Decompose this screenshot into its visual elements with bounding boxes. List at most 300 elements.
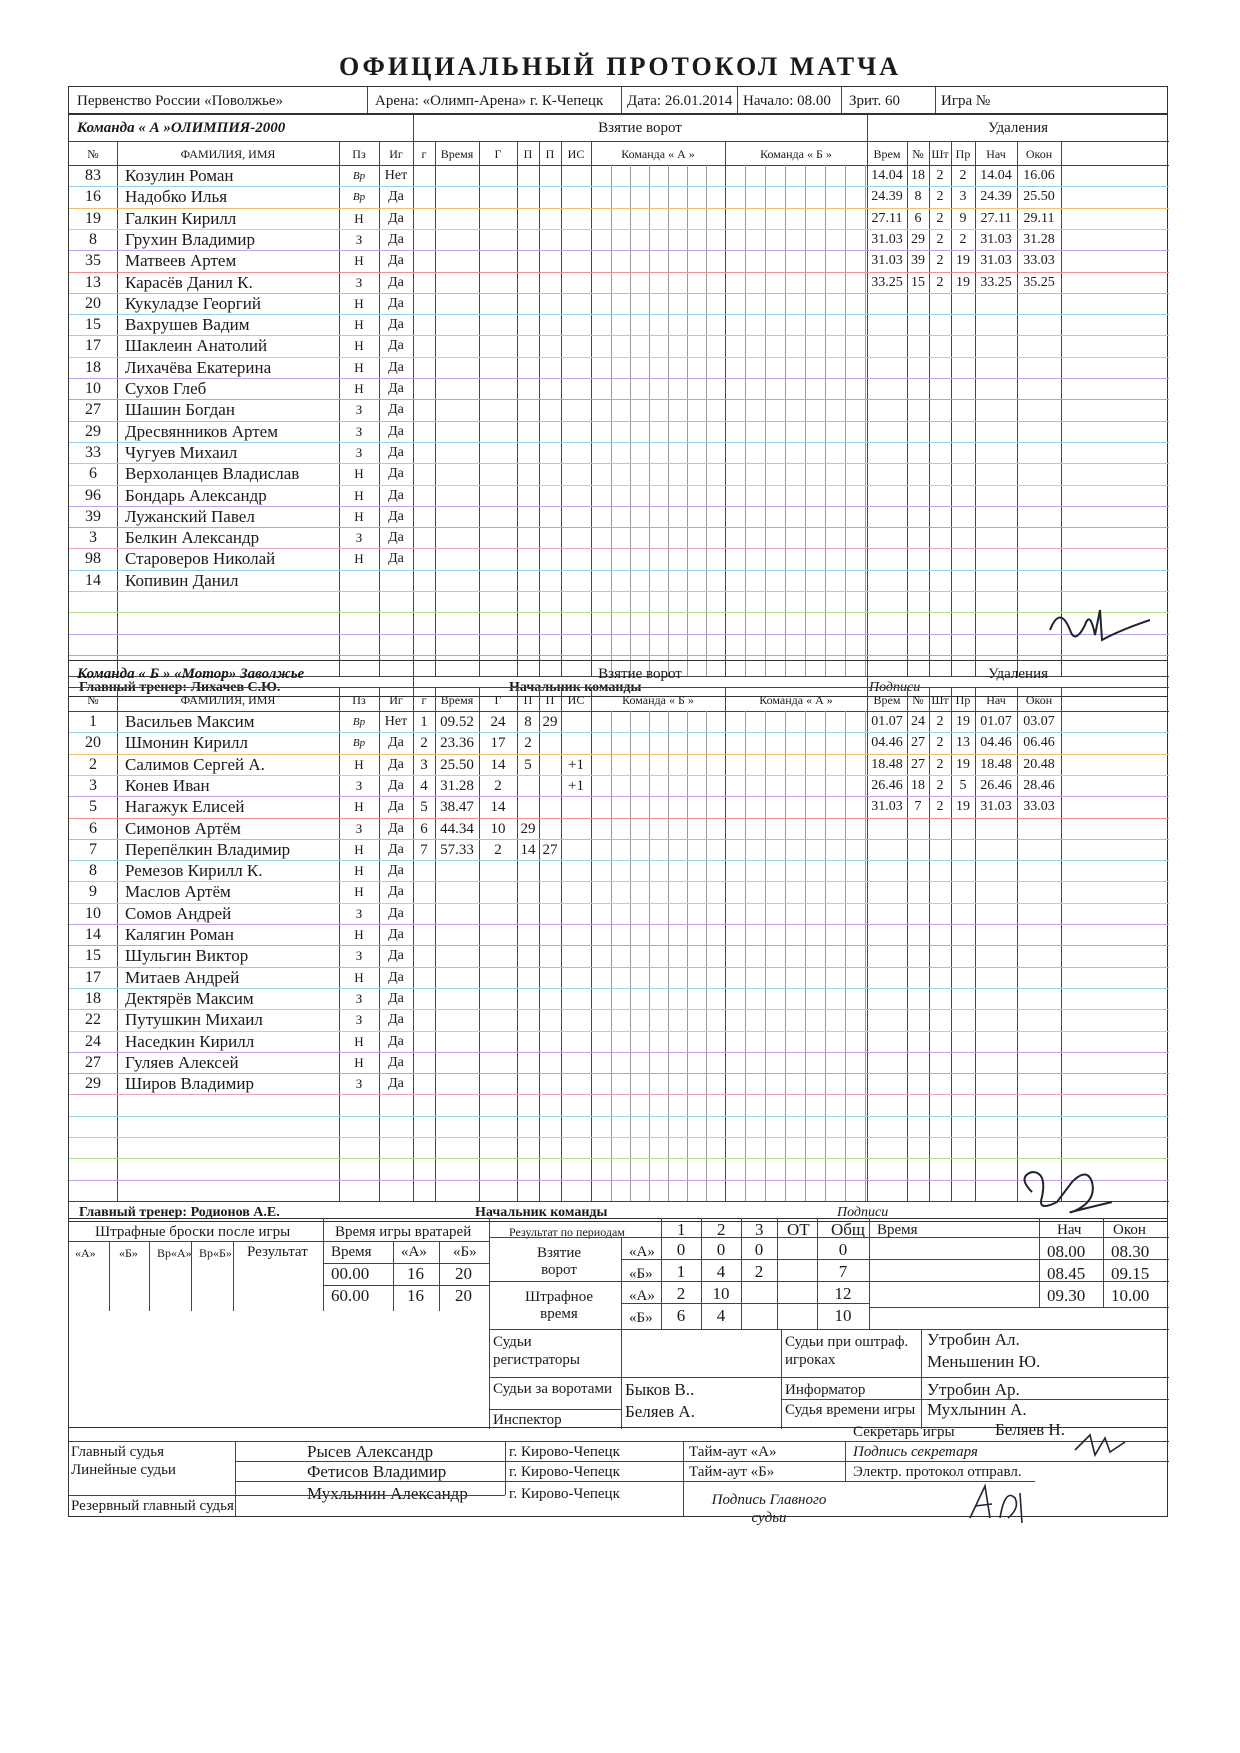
- team_b-penalties-title: Удаления: [987, 666, 1049, 682]
- team_a-player-name: Грухин Владимир: [125, 229, 255, 249]
- team_b-col-goal: Г: [494, 693, 502, 707]
- team_a-pen-pe: 33.03: [1023, 253, 1055, 269]
- header-row: [68, 86, 1168, 114]
- team_a-pen-ps: 14.04: [980, 168, 1012, 183]
- team_b-pen-pt: 04.46: [871, 735, 903, 751]
- team_b-col-cmdB: Команда « А »: [759, 693, 833, 707]
- team_b-player-name: Конев Иван: [125, 775, 210, 795]
- period-col-1: 1: [677, 1220, 686, 1239]
- team_b-goal-goal: 14: [490, 799, 506, 816]
- team_a-player-played: Да: [388, 508, 404, 524]
- team_b-col-ps: Нач: [986, 693, 1006, 707]
- team_a-player-name: Чугуев Михаил: [125, 442, 238, 462]
- team_b-col-pm: Шт: [931, 693, 949, 707]
- main-judge-label: Главный судья: [71, 1444, 165, 1460]
- pen-judges-label: Судьи при оштраф. игроках: [785, 1334, 909, 1368]
- team_a-player-name: Надобко Илья: [125, 187, 228, 207]
- team_a-player-pos: Н: [354, 359, 364, 375]
- time3-start: 09.30: [1047, 1286, 1086, 1305]
- team_b-pen-ps: 04.46: [980, 735, 1012, 751]
- team_a-col-pn: №: [912, 147, 924, 161]
- line-judge-1: Фетисов Владимир: [307, 1462, 447, 1481]
- period-col-3: 3: [755, 1220, 764, 1239]
- team_b-player-played: Да: [388, 735, 404, 751]
- gk-row1-time: 00.00: [331, 1264, 370, 1283]
- team_b-goal-goal: 2: [494, 841, 502, 858]
- team_b-col-g: г: [421, 693, 427, 707]
- team_b-player-pos: З: [355, 1076, 363, 1092]
- gk-row1-b: 20: [455, 1264, 472, 1283]
- gk-col-time: Время: [331, 1244, 372, 1260]
- team_a-pen-pr: 19: [956, 274, 970, 290]
- line-judge-2: Мухлынин Александр: [307, 1484, 468, 1503]
- team_b-player-played: Да: [388, 777, 404, 793]
- team_b-col-p1: П: [523, 693, 533, 707]
- shootout-title: Штрафные броски после игры: [95, 1224, 291, 1240]
- team_b-title: Команда « Б » «Мотор» Заволжье: [77, 666, 305, 682]
- period-row4-team: «Б»: [629, 1310, 653, 1326]
- team_a-player-name: Верхоланцев Владислав: [125, 464, 300, 484]
- team_b-goal-p2: 29: [542, 714, 558, 730]
- team_b-pen-ps: 01.07: [980, 714, 1012, 729]
- shootout-col-b: «Б»: [119, 1246, 138, 1260]
- team_b-pen-pt: 26.46: [871, 777, 903, 793]
- team_b-player-played: Да: [388, 1054, 404, 1070]
- team_b-player-name: Калягин Роман: [125, 925, 235, 944]
- team_a-player-pos: Н: [354, 508, 364, 524]
- page-title: ОФИЦИАЛЬНЫЙ ПРОТОКОЛ МАТЧА: [339, 52, 901, 81]
- team_a-player-pos: Н: [354, 210, 364, 226]
- period-cell: 2: [754, 1262, 764, 1281]
- team_a-player-pos: З: [355, 231, 363, 247]
- team_b-player-num: 24: [85, 1032, 101, 1050]
- team_b-goal-goal: 10: [490, 820, 506, 837]
- team_a-player-pos: З: [355, 402, 363, 418]
- team_a-player-played: Да: [388, 317, 404, 333]
- team_b-player-num: 10: [85, 904, 101, 922]
- team_a-col-name: ФАМИЛИЯ, ИМЯ: [180, 147, 276, 161]
- team_b-player-played: Да: [388, 884, 404, 900]
- team_b-goal-goal: 24: [490, 714, 506, 730]
- team_b-goal-goal: 14: [490, 756, 506, 773]
- period-cell: 0: [838, 1240, 848, 1259]
- team_b-goal-p2: 27: [542, 841, 558, 858]
- team_a-col-p2: П: [545, 147, 555, 161]
- team_a-pen-pm: 2: [936, 168, 944, 183]
- gk-col-b: «Б»: [453, 1244, 477, 1260]
- team_a-pen-pn: 8: [914, 189, 922, 205]
- team_b-player-num: 7: [89, 840, 97, 858]
- team_b-goal-g: 2: [420, 735, 428, 752]
- period-cell: 0: [754, 1240, 764, 1259]
- line-judge-1-city: г. Кирово-Чепецк: [509, 1464, 620, 1480]
- secretary-signature-label: Подпись секретаря: [853, 1444, 978, 1460]
- team_b-col-p2: П: [545, 693, 555, 707]
- team_b-player-num: 15: [85, 947, 101, 965]
- team_a-col-pos: Пз: [352, 147, 366, 161]
- team_b-pen-pt: 01.07: [871, 714, 903, 729]
- team_a-player-pos: Вр: [352, 170, 366, 182]
- team_a-player-num: 20: [85, 294, 101, 312]
- team_a-player-played: Да: [388, 444, 404, 460]
- team_b-pen-pn: 27: [911, 735, 925, 751]
- team_a-col-num: №: [87, 147, 99, 161]
- period-row3-team: «А»: [629, 1288, 655, 1304]
- team_b-pen-pt: 31.03: [871, 799, 903, 815]
- team_a-player-name: Козулин Роман: [125, 166, 234, 185]
- main-judge-name: Рысев Александр: [307, 1442, 434, 1461]
- period-cell: 7: [838, 1262, 848, 1281]
- team_a-player-played: Да: [388, 189, 404, 205]
- team_a-player-name: Галкин Кирилл: [125, 208, 237, 228]
- team_b-goal-is: +1: [568, 756, 584, 773]
- secretary-name: Беляев Н.: [995, 1420, 1065, 1439]
- team_a-player-num: 14: [85, 571, 101, 589]
- team_b-col-name: ФАМИЛИЯ, ИМЯ: [180, 693, 276, 707]
- team_a-penalties-title: Удаления: [987, 120, 1049, 136]
- team_b-player-num: 8: [89, 862, 97, 880]
- team_b-player-pos: З: [355, 948, 363, 964]
- gk-row2-time: 60.00: [331, 1286, 370, 1305]
- team_a-manager: Начальник команды: [509, 680, 642, 696]
- period-goals-label: Взятие ворот: [536, 1245, 582, 1278]
- team_b-player-pos: Н: [354, 863, 364, 879]
- team_b-player-num: 22: [85, 1011, 101, 1029]
- time1-start: 08.00: [1047, 1242, 1086, 1261]
- team_b-player-num: 2: [89, 755, 97, 773]
- team_a-player-num: 39: [85, 507, 101, 525]
- team_b-player-played: Нет: [384, 714, 408, 729]
- team_b-player-name: Салимов Сергей А.: [125, 754, 265, 774]
- time1-end: 08.30: [1111, 1242, 1150, 1261]
- goal-judge-1: Быков В..: [625, 1380, 695, 1399]
- e-protocol-label: Электр. протокол отправл.: [853, 1464, 1022, 1480]
- team_a-player-name: Бондарь Александр: [125, 485, 267, 505]
- team_a-pen-pm: 2: [936, 231, 944, 247]
- match-date: Дата: 26.01.2014: [627, 93, 733, 109]
- signature-secretary: [1070, 1430, 1130, 1460]
- team_b-player-pos: З: [355, 777, 363, 793]
- team_b-pen-pm: 2: [936, 735, 944, 751]
- team_a-player-name: Шашин Богдан: [125, 400, 235, 420]
- team_b-player-num: 3: [89, 776, 97, 794]
- team_a-player-played: Да: [388, 466, 404, 482]
- team_b-player-played: Да: [388, 948, 404, 964]
- team_a-player-name: Лужанский Павел: [125, 506, 255, 526]
- team_a-pen-pn: 15: [911, 274, 925, 290]
- team_b-col-pe: Окон: [1025, 693, 1053, 707]
- team_a-pen-pr: 9: [959, 210, 967, 226]
- team_a-player-num: 35: [85, 252, 101, 270]
- team_a-player-played: Да: [388, 423, 404, 439]
- team_b-player-num: 29: [85, 1075, 101, 1093]
- team_b-player-played: Да: [388, 990, 404, 1006]
- team_b-player-name: Нагажук Елисей: [125, 797, 245, 817]
- team_a-player-played: Да: [388, 551, 404, 567]
- team_b-pen-pt: 18.48: [871, 756, 903, 772]
- team_a-col-time: Время: [440, 147, 474, 161]
- team_a-player-pos: Вр: [352, 191, 366, 204]
- team_b-col-pn: №: [912, 693, 924, 707]
- team_b-pen-pm: 2: [936, 756, 944, 772]
- team_b-goal-time: 25.50: [440, 756, 474, 773]
- team_a-player-name: Лихачёва Екатерина: [125, 357, 272, 377]
- team_a-player-played: Да: [388, 274, 404, 290]
- team_b-player-pos: З: [355, 1012, 363, 1028]
- team_a-player-name: Сухов Глеб: [125, 379, 207, 398]
- team_b-player-name: Шмонин Кирилл: [125, 733, 248, 753]
- secretary-label: Секретарь игры: [853, 1424, 955, 1440]
- team_a-player-played: Да: [388, 381, 404, 396]
- gk-row1-a: 16: [407, 1264, 424, 1283]
- team_a-pen-pm: 2: [936, 274, 944, 290]
- team_a-player-name: Матвеев Артем: [125, 251, 237, 271]
- team_b-goal-p1: 14: [520, 841, 536, 858]
- team_a-col-pe: Окон: [1025, 147, 1053, 161]
- team_a-pen-pt: 27.11: [871, 210, 903, 226]
- pen-judge-2: Меньшенин Ю.: [927, 1352, 1041, 1371]
- shootout-col-a: «А»: [75, 1246, 96, 1260]
- team_a-pen-pn: 18: [911, 168, 925, 183]
- team_a-table: [68, 114, 1168, 697]
- team_b-player-name: Сомов Андрей: [125, 903, 232, 923]
- team_a-col-pr: Пр: [955, 147, 971, 161]
- team_a-player-num: 13: [85, 273, 101, 291]
- team_a-player-pos: Н: [354, 295, 364, 311]
- team_b-pen-pe: 06.46: [1023, 735, 1055, 751]
- team_b-table: [68, 660, 1168, 1222]
- team_a-pen-ps: 31.03: [980, 231, 1012, 247]
- period-row1-team: «А»: [629, 1244, 655, 1260]
- team_b-goal-g: 1: [420, 714, 428, 730]
- team_a-player-pos: Н: [354, 466, 364, 482]
- team_b-player-pos: Вр: [352, 716, 366, 728]
- team_a-player-name: Белкин Александр: [125, 528, 260, 548]
- team_a-pen-pr: 19: [956, 253, 970, 269]
- team_a-player-num: 29: [85, 422, 101, 440]
- team_b-goal-p1: 8: [524, 714, 532, 730]
- shootout-col-gka: Вр«А»: [157, 1246, 192, 1260]
- time2-start: 08.45: [1047, 1264, 1086, 1283]
- team_b-player-played: Да: [388, 905, 404, 921]
- team_b-player-played: Да: [388, 841, 404, 857]
- team_a-player-played: Да: [388, 295, 404, 311]
- team_b-player-num: 1: [89, 713, 97, 730]
- team_a-player-num: 16: [85, 188, 101, 206]
- team_a-player-num: 8: [89, 230, 97, 248]
- team_b-player-num: 17: [85, 968, 101, 986]
- team_b-player-played: Да: [388, 927, 404, 942]
- team_b-player-pos: З: [355, 905, 363, 921]
- reserve-judge-label: Резервный главный судья: [71, 1498, 234, 1514]
- time3-end: 10.00: [1111, 1286, 1150, 1305]
- team_b-pen-pn: 7: [914, 799, 922, 815]
- line-judge-2-city: г. Кирово-Чепецк: [509, 1486, 620, 1502]
- times-start-title: Нач: [1057, 1222, 1082, 1238]
- team_b-goal-g: 4: [420, 777, 428, 794]
- team_a-player-pos: З: [355, 444, 363, 460]
- team_b-pen-pm: 2: [936, 799, 944, 815]
- gk-col-a: «А»: [401, 1244, 427, 1260]
- team_a-pen-pe: 16.06: [1023, 168, 1055, 183]
- gk-time-title: Время игры вратарей: [335, 1224, 472, 1240]
- team_a-col-p1: П: [523, 147, 533, 161]
- team_a-col-played: Иг: [389, 147, 403, 161]
- team_a-player-num: 18: [85, 358, 101, 376]
- team_b-player-num: 20: [85, 734, 101, 752]
- team_a-pen-ps: 33.25: [980, 274, 1012, 290]
- timeout-b: Тайм-аут «Б»: [689, 1464, 775, 1480]
- team_a-col-ps: Нач: [986, 147, 1006, 161]
- team_b-pen-pm: 2: [936, 714, 944, 729]
- team_b-pen-pn: 24: [911, 714, 925, 729]
- team_b-player-played: Да: [388, 799, 404, 815]
- team_a-col-goal: Г: [494, 147, 502, 161]
- timeout-a: Тайм-аут «А»: [689, 1444, 777, 1460]
- team_a-player-num: 19: [85, 209, 101, 227]
- team_b-player-name: Маслов Артём: [125, 882, 231, 902]
- period-cell: 4: [716, 1262, 726, 1281]
- team_b-pen-ps: 26.46: [980, 777, 1012, 793]
- team_b-player-name: Гуляев Алексей: [125, 1052, 239, 1072]
- period-cell: 4: [716, 1306, 726, 1325]
- team_a-player-played: Да: [388, 210, 404, 226]
- team_b-player-name: Путушкин Михаил: [125, 1010, 263, 1030]
- team_a-pen-pe: 35.25: [1023, 274, 1055, 290]
- team_b-goal-time: 31.28: [440, 777, 474, 794]
- team_b-goal-p1: 5: [524, 756, 532, 773]
- team_a-player-played: Нет: [384, 168, 408, 183]
- period-col-total: Общ: [831, 1220, 866, 1239]
- team_b-player-pos: Вр: [352, 737, 366, 750]
- team_a-col-pm: Шт: [931, 147, 949, 161]
- period-cell: 0: [716, 1240, 726, 1259]
- shootout-col-gkb: Вр«Б»: [199, 1246, 232, 1260]
- main-judge-signature-label: Подпись Главного судьи: [711, 1492, 827, 1526]
- team_a-player-played: Да: [388, 487, 404, 503]
- team_b-pen-pe: 20.48: [1023, 756, 1055, 772]
- team_a-col-is: ИС: [567, 147, 585, 161]
- team_a-player-played: Да: [388, 338, 404, 354]
- team_b-col-pos: Пз: [352, 693, 366, 707]
- team_a-pen-ps: 24.39: [980, 189, 1012, 205]
- spectators: Зрит. 60: [849, 93, 900, 109]
- team_b-player-played: Да: [388, 1012, 404, 1028]
- team_b-col-num: №: [87, 693, 99, 707]
- team_a-player-played: Да: [388, 402, 404, 418]
- team_b-goal-p1: 2: [524, 735, 532, 752]
- team_b-player-pos: З: [355, 990, 363, 1006]
- team_a-player-name: Шаклеин Анатолий: [125, 336, 268, 356]
- times-title: Время: [877, 1222, 918, 1238]
- team_a-col-cmdB: Команда « Б »: [760, 147, 832, 161]
- team_b-col-time: Время: [440, 693, 474, 707]
- team_b-pen-pr: 19: [956, 714, 970, 729]
- team_a-pen-pn: 29: [911, 231, 925, 247]
- team_b-player-num: 18: [85, 989, 101, 1007]
- period-cell: 1: [676, 1262, 686, 1281]
- team_b-player-pos: Н: [354, 969, 364, 985]
- team_b-player-pos: Н: [354, 884, 364, 900]
- team_a-pen-pe: 25.50: [1023, 189, 1055, 205]
- timekeeper-label: Судья времени игры: [785, 1402, 916, 1418]
- team_a-pen-pt: 14.04: [871, 168, 903, 183]
- team_b-player-num: 27: [85, 1053, 101, 1071]
- period-cell: 10: [834, 1306, 852, 1325]
- team_a-player-pos: Н: [354, 253, 364, 269]
- team_a-pen-pr: 3: [959, 189, 967, 205]
- start-time: Начало: 08.00: [743, 93, 831, 109]
- team_a-player-num: 15: [85, 316, 101, 334]
- team_a-pen-pe: 31.28: [1023, 231, 1055, 247]
- team_b-pen-pr: 13: [956, 735, 970, 751]
- team_a-title: Команда « А »ОЛИМПИЯ-2000: [77, 120, 286, 136]
- team_a-col-pt: Врем: [873, 147, 901, 161]
- team_b-pen-pr: 19: [956, 756, 970, 772]
- team_a-goals-title: Взятие ворот: [598, 120, 682, 136]
- team_b-player-name: Дектярёв Максим: [125, 988, 254, 1008]
- team_a-player-played: Да: [388, 530, 404, 546]
- team_a-col-cmdA: Команда « А »: [621, 147, 695, 161]
- team_b-player-num: 14: [85, 926, 101, 943]
- game-number: Игра №: [941, 93, 991, 109]
- team_a-pen-pe: 29.11: [1023, 210, 1055, 226]
- team_b-pen-pn: 18: [911, 777, 925, 793]
- period-cell: 6: [676, 1306, 686, 1325]
- team_b-goal-time: 23.36: [440, 735, 474, 752]
- team_a-pen-pm: 2: [936, 253, 944, 269]
- team_b-goal-g: 3: [420, 756, 428, 773]
- team_b-player-pos: З: [355, 820, 363, 836]
- team_b-pen-ps: 18.48: [980, 756, 1012, 772]
- team_b-goal-time: 38.47: [440, 799, 474, 816]
- team_b-goal-g: 5: [420, 799, 428, 816]
- team_b-player-name: Васильев Максим: [125, 712, 255, 731]
- team_b-player-played: Да: [388, 1076, 404, 1092]
- reg-judges-label: Судьи регистраторы: [493, 1334, 580, 1368]
- team_a-player-num: 27: [85, 401, 101, 419]
- team_a-player-pos: Н: [354, 487, 364, 503]
- team_a-pen-pt: 31.03: [871, 253, 903, 269]
- team_b-player-played: Да: [388, 863, 404, 879]
- team_b-player-pos: Н: [354, 1054, 364, 1070]
- team_b-pen-pe: 28.46: [1023, 777, 1055, 793]
- gk-row2-b: 20: [455, 1286, 472, 1305]
- team_b-pen-pe: 03.07: [1023, 714, 1055, 729]
- team_a-player-pos: З: [355, 274, 363, 290]
- team_b-goal-goal: 17: [490, 735, 506, 752]
- team_b-goal-is: +1: [568, 777, 584, 794]
- team_b-pen-pr: 5: [959, 777, 967, 793]
- team_a-player-pos: З: [355, 530, 363, 546]
- team_a-signatures: Подписи: [869, 680, 921, 696]
- period-row2-team: «Б»: [629, 1266, 653, 1282]
- team_b-goal-time: 09.52: [440, 714, 474, 730]
- team_a-player-name: Староверов Николай: [125, 549, 276, 569]
- periods-title: Результат по периодам: [509, 1225, 625, 1239]
- team_a-player-pos: Н: [354, 551, 364, 567]
- team_b-player-pos: Н: [354, 841, 364, 857]
- team_b-player-pos: Н: [354, 756, 364, 772]
- signature-team-b: [1012, 1162, 1122, 1218]
- team_b-pen-pm: 2: [936, 777, 944, 793]
- team_a-col-g: г: [421, 147, 427, 161]
- team_b-col-pt: Врем: [873, 693, 901, 707]
- period-col-2: 2: [717, 1220, 726, 1239]
- team_b-pen-ps: 31.03: [980, 799, 1012, 815]
- period-pen-label: Штрафное время: [524, 1289, 594, 1322]
- team_b-manager: Начальник команды: [475, 1204, 608, 1220]
